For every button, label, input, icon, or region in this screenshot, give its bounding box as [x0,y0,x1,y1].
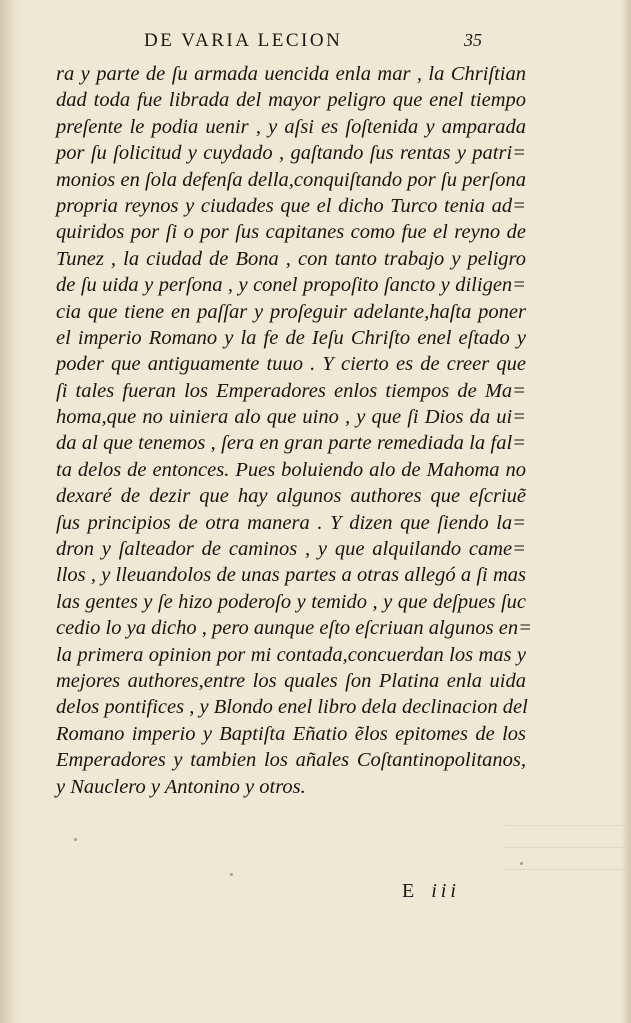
text-line: quiridos por ſi o por ſus capitanes como fue el reyno de [56,221,526,244]
text-line: Tunez , la ciudad de Bona , con tanto trabajo y peligro [56,247,526,270]
text-line: homa,que no uiniera alo que uino , y que ſi Dios da ui= [56,406,526,429]
text-line: Emperadores y tambien los añales Coſtantinopolitanos, [56,749,526,772]
text-line: dad toda fue librada del mayor peligro que enel tiempo [56,89,526,112]
text-line: ra y parte de ſu armada uencida enla mar , la Chriſtian [56,63,526,85]
text-line: la primera opinion por mi contada,concuerdan los mas y [56,643,526,666]
running-head: DE VARIA LECION [144,30,343,51]
page-header [144,30,514,60]
text-line: preſente le podia uenir , y aſsi es ſoſtenida y amparada [56,115,526,138]
ink-speck [74,838,77,841]
signature-number: iii [431,880,460,902]
text-line: de ſu uida y perſona , y conel propoſito ſancto y diligen= [56,274,526,297]
ink-speck [520,862,523,865]
ink-speck [230,873,233,876]
text-line: delos pontifices , y Blondo enel libro dela declinacion del [56,696,528,719]
text-line: ta delos de entonces. Pues boluiendo alo de Mahoma no [56,458,526,481]
text-line: ſi tales fueran los Emperadores enlos tiempos de Ma= [56,379,526,402]
text-line: llos , y lleuandolos de unas partes a otras allegó a ſi mas [56,564,526,587]
text-line: las gentes y ſe hizo poderoſo y temido , y que deſpues ſuc [56,590,526,613]
page-number: 35 [464,30,482,50]
text-line: dron y ſalteador de caminos , y que alquilando came= [56,538,526,561]
signature-mark [402,880,460,903]
body-text [56,61,532,800]
text-line: ſus principios de otra manera . Y dizen que ſiendo la= [56,511,526,534]
text-line: por ſu ſolicitud y cuydado , gaſtando ſus rentas y patri= [56,142,526,165]
text-line: propria reynos y ciudades que el dicho Turco tenia ad= [56,194,526,217]
text-line: Romano imperio y Baptiſta Eñatio ẽlos epitomes de los [56,722,526,745]
text-line: cedio lo ya dicho , pero aunque eſto eſcriuan algunos en= [56,617,532,640]
text-line: dexaré de dezir que hay algunos authores que eſcriuẽ [56,485,526,508]
text-line: el imperio Romano y la fe de Ieſu Chriſto enel eſtado y [56,326,526,349]
text-line: cia que tiene en paſſar y proſeguir adelante,haſta poner [56,300,526,323]
text-line-final: y Nauclero y Antonino y otros. [56,775,306,798]
text-line: poder que antiguamente tuuo . Y cierto es de creer que [56,353,526,376]
show-through-text [505,808,625,878]
text-line: monios en ſola defenſa della,conquiſtando por ſu perſona [56,168,526,191]
signature-letter: E [402,880,421,902]
text-line: da al que tenemos , ſera en gran parte remediada la fal= [56,432,526,455]
text-line: mejores authores,entre los quales ſon Platina enla uida [56,669,526,692]
